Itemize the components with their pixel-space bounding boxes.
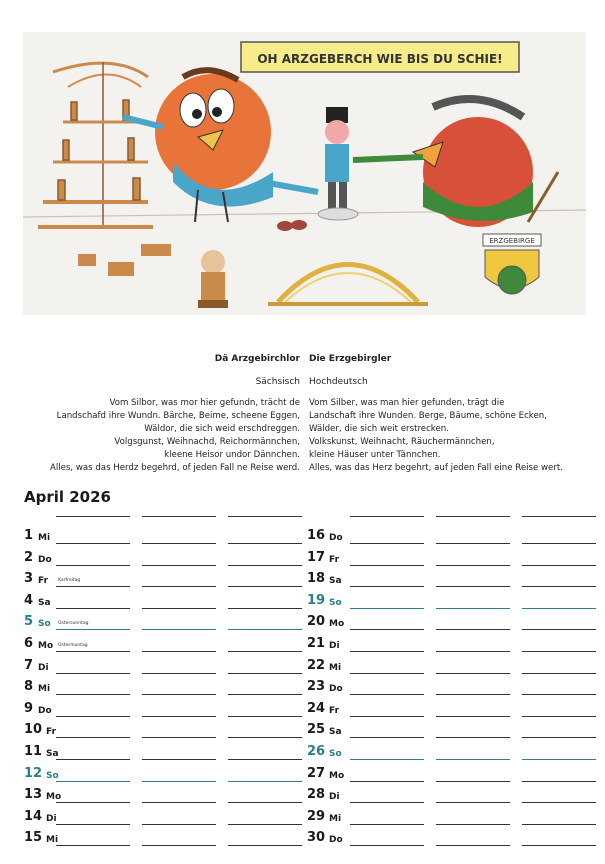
entry-line[interactable] bbox=[228, 694, 302, 695]
weekday-abbr: Mo bbox=[329, 619, 345, 630]
day-number: 19 bbox=[307, 592, 326, 608]
entry-line[interactable] bbox=[522, 629, 596, 630]
entry-line[interactable] bbox=[522, 651, 596, 652]
entry-line[interactable] bbox=[350, 781, 424, 782]
day-row[interactable] bbox=[307, 589, 605, 611]
entry-line[interactable] bbox=[436, 543, 510, 544]
entry-line[interactable] bbox=[56, 586, 130, 587]
entry-line[interactable] bbox=[228, 781, 302, 782]
entry-line[interactable] bbox=[142, 673, 216, 674]
poem-line: Vom Silber, was man hier gefunden, trägt die bbox=[309, 398, 505, 408]
entry-line[interactable] bbox=[142, 694, 216, 695]
entry-line[interactable] bbox=[142, 608, 216, 609]
poem-line: Volgsgunst, Weihnachd, Reichormännchen, bbox=[114, 437, 300, 447]
day-number: 30 bbox=[307, 830, 326, 846]
day-row[interactable] bbox=[24, 524, 324, 546]
day-row[interactable] bbox=[24, 740, 324, 762]
entry-line[interactable] bbox=[56, 651, 130, 652]
holiday-label: Ostersonntag bbox=[58, 621, 89, 627]
poem-text-german bbox=[309, 397, 563, 475]
entry-line[interactable] bbox=[228, 716, 302, 717]
nut bbox=[277, 221, 293, 231]
entry-line[interactable] bbox=[522, 608, 596, 609]
header-line bbox=[436, 516, 510, 517]
day-row[interactable] bbox=[307, 783, 605, 805]
poem-line: Landschafd ihre Wundn. Bärche, Beime, scheene Eggen, bbox=[56, 411, 300, 421]
weekday-abbr: Sa bbox=[38, 597, 51, 608]
crest-label: ERZGEBIRGE bbox=[489, 237, 535, 245]
entry-line[interactable] bbox=[56, 694, 130, 695]
entry-line[interactable] bbox=[522, 543, 596, 544]
entry-line[interactable] bbox=[350, 608, 424, 609]
day-row[interactable] bbox=[307, 697, 605, 719]
entry-line[interactable] bbox=[142, 759, 216, 760]
entry-line[interactable] bbox=[56, 845, 130, 846]
weekday-abbr: Sa bbox=[329, 727, 342, 738]
day-row[interactable] bbox=[307, 826, 605, 848]
weekday-abbr: Di bbox=[329, 792, 340, 803]
weekday-abbr: So bbox=[46, 770, 59, 781]
day-number: 11 bbox=[24, 744, 43, 759]
day-number: 5 bbox=[24, 614, 34, 630]
entry-line[interactable] bbox=[56, 737, 130, 738]
day-row[interactable] bbox=[307, 762, 605, 784]
day-number: 15 bbox=[24, 830, 43, 846]
day-number: 17 bbox=[307, 549, 326, 565]
poem-line: Vom Silbor, was mor hier gefundn, trächt de bbox=[109, 398, 300, 408]
day-row[interactable] bbox=[307, 546, 605, 568]
day-number: 7 bbox=[24, 657, 34, 673]
entry-line[interactable] bbox=[56, 543, 130, 544]
entry-line[interactable] bbox=[436, 737, 510, 738]
entry-line[interactable] bbox=[56, 824, 130, 825]
nut bbox=[291, 220, 307, 230]
day-number: 6 bbox=[24, 636, 34, 651]
entry-line[interactable] bbox=[522, 759, 596, 760]
day-number: 12 bbox=[24, 765, 43, 781]
day-number: 23 bbox=[307, 679, 326, 695]
day-row[interactable] bbox=[24, 546, 324, 568]
day-row[interactable] bbox=[24, 718, 324, 740]
holiday-label: Ostermontag bbox=[58, 643, 88, 648]
poem-line: Wälder, die sich weit erstrecken. bbox=[309, 424, 449, 434]
day-row[interactable] bbox=[24, 762, 324, 784]
entry-line[interactable] bbox=[522, 781, 596, 782]
poem-line: Wäldor, die sich weid erschdreggen. bbox=[144, 424, 300, 434]
poem-line: Landschaft ihre Wunden. Berge, Bäume, schöne Ecken, bbox=[309, 411, 547, 421]
poem-text-saxon bbox=[50, 397, 300, 475]
day-row[interactable] bbox=[24, 632, 324, 654]
weekday-abbr: So bbox=[329, 749, 342, 759]
weekday-abbr: Mi bbox=[329, 813, 342, 824]
entry-line[interactable] bbox=[436, 759, 510, 760]
weekday-abbr: Mi bbox=[329, 662, 342, 673]
entry-line[interactable] bbox=[522, 802, 596, 803]
weekday-abbr: So bbox=[329, 597, 342, 608]
weekday-abbr: Fr bbox=[329, 705, 340, 716]
entry-line[interactable] bbox=[142, 629, 216, 630]
day-row[interactable] bbox=[307, 740, 605, 762]
weekday-abbr: Sa bbox=[329, 576, 342, 587]
entry-line[interactable] bbox=[436, 802, 510, 803]
day-row[interactable] bbox=[307, 675, 605, 697]
entry-line[interactable] bbox=[522, 824, 596, 825]
entry-line[interactable] bbox=[228, 608, 302, 609]
day-number: 27 bbox=[307, 765, 326, 781]
day-row[interactable] bbox=[24, 675, 324, 697]
weekday-abbr: Do bbox=[329, 835, 343, 846]
entry-line[interactable] bbox=[436, 824, 510, 825]
day-row[interactable] bbox=[24, 697, 324, 719]
weekday-abbr: Fr bbox=[329, 554, 340, 565]
day-number: 1 bbox=[24, 528, 34, 543]
entry-line[interactable] bbox=[56, 565, 130, 566]
entry-line[interactable] bbox=[436, 608, 510, 609]
entry-line[interactable] bbox=[56, 802, 130, 803]
entry-line[interactable] bbox=[436, 716, 510, 717]
entry-line[interactable] bbox=[522, 565, 596, 566]
day-row[interactable] bbox=[24, 654, 324, 676]
weekday-abbr: Di bbox=[329, 641, 340, 651]
entry-line[interactable] bbox=[142, 586, 216, 587]
day-number: 26 bbox=[307, 744, 326, 759]
weekday-abbr: Mo bbox=[46, 792, 62, 803]
weekday-abbr: Fr bbox=[46, 727, 57, 738]
weekday-abbr: Di bbox=[46, 813, 57, 824]
poem-line: Volkskunst, Weihnacht, Räuchermännchen, bbox=[309, 437, 495, 447]
weekday-abbr: Mo bbox=[38, 641, 54, 651]
entry-line[interactable] bbox=[56, 716, 130, 717]
day-number: 28 bbox=[307, 787, 326, 803]
holiday-label: Karfreitag bbox=[58, 578, 81, 584]
entry-line[interactable] bbox=[436, 565, 510, 566]
entry-line[interactable] bbox=[522, 673, 596, 674]
entry-line[interactable] bbox=[142, 824, 216, 825]
poem-line: Alles, was das Herdz begehrd, of jeden Fall ne Reise werd. bbox=[49, 463, 300, 473]
weekday-abbr: Mi bbox=[38, 533, 51, 543]
entry-line[interactable] bbox=[350, 737, 424, 738]
entry-line[interactable] bbox=[350, 824, 424, 825]
entry-line[interactable] bbox=[350, 673, 424, 674]
day-row[interactable] bbox=[24, 610, 324, 632]
entry-line[interactable] bbox=[350, 543, 424, 544]
entry-line[interactable] bbox=[522, 694, 596, 695]
poem-title-german: Die Erzgebirgler bbox=[309, 354, 392, 364]
weekday-abbr: Do bbox=[38, 554, 52, 565]
poem-line: kleene Heisor undor Dännchen. bbox=[164, 450, 300, 460]
day-number: 22 bbox=[307, 657, 326, 673]
entry-line[interactable] bbox=[142, 737, 216, 738]
entry-line[interactable] bbox=[436, 781, 510, 782]
day-row[interactable] bbox=[24, 567, 324, 589]
weekday-abbr: Di bbox=[38, 662, 49, 673]
entry-line[interactable] bbox=[522, 716, 596, 717]
day-row[interactable] bbox=[24, 783, 324, 805]
day-number: 13 bbox=[24, 787, 43, 803]
weekday-abbr: Fr bbox=[38, 576, 49, 587]
day-number: 25 bbox=[307, 722, 326, 738]
weekday-abbr: Mo bbox=[329, 770, 345, 781]
day-row[interactable] bbox=[307, 610, 605, 632]
calendar-header-lines bbox=[0, 516, 605, 517]
entry-line[interactable] bbox=[436, 629, 510, 630]
month-title: April 2026 bbox=[24, 488, 111, 506]
day-row[interactable] bbox=[24, 826, 324, 848]
speech-banner bbox=[241, 42, 519, 72]
entry-line[interactable] bbox=[228, 759, 302, 760]
day-number: 20 bbox=[307, 614, 326, 630]
entry-line[interactable] bbox=[522, 737, 596, 738]
weekday-abbr: Do bbox=[329, 533, 343, 543]
day-number: 18 bbox=[307, 571, 326, 587]
entry-line[interactable] bbox=[436, 673, 510, 674]
cartoon-drawing bbox=[23, 32, 586, 315]
cartoon-illustration bbox=[23, 32, 586, 315]
day-number: 8 bbox=[24, 679, 34, 695]
entry-line[interactable] bbox=[350, 716, 424, 717]
entry-line[interactable] bbox=[56, 759, 130, 760]
day-number: 24 bbox=[307, 700, 326, 716]
entry-line[interactable] bbox=[436, 586, 510, 587]
day-number: 9 bbox=[24, 700, 34, 716]
header-line bbox=[142, 516, 216, 517]
poem-line: kleine Häuser unter Tännchen. bbox=[309, 450, 441, 460]
entry-line[interactable] bbox=[142, 781, 216, 782]
weekday-abbr: Do bbox=[329, 684, 343, 695]
entry-line[interactable] bbox=[350, 651, 424, 652]
header-line bbox=[522, 516, 596, 517]
entry-line[interactable] bbox=[228, 737, 302, 738]
weekday-abbr: Sa bbox=[46, 749, 59, 759]
entry-line[interactable] bbox=[228, 565, 302, 566]
day-number: 29 bbox=[307, 808, 326, 824]
day-number: 21 bbox=[307, 636, 326, 651]
day-row[interactable] bbox=[307, 805, 605, 827]
entry-line[interactable] bbox=[142, 802, 216, 803]
entry-line[interactable] bbox=[350, 845, 424, 846]
speech-banner-text: OH ARZGEBERCH WIE BIS DU SCHIE! bbox=[257, 52, 503, 66]
entry-line[interactable] bbox=[228, 543, 302, 544]
day-number: 4 bbox=[24, 592, 34, 608]
header-line bbox=[350, 516, 424, 517]
entry-line[interactable] bbox=[56, 673, 130, 674]
entry-line[interactable] bbox=[350, 565, 424, 566]
entry-line[interactable] bbox=[522, 845, 596, 846]
day-number: 16 bbox=[307, 528, 326, 543]
entry-line[interactable] bbox=[350, 586, 424, 587]
entry-line[interactable] bbox=[142, 716, 216, 717]
entry-line[interactable] bbox=[228, 824, 302, 825]
entry-line[interactable] bbox=[228, 845, 302, 846]
header-line bbox=[228, 516, 302, 517]
entry-line[interactable] bbox=[228, 802, 302, 803]
entry-line[interactable] bbox=[350, 759, 424, 760]
entry-line[interactable] bbox=[228, 651, 302, 652]
entry-line[interactable] bbox=[436, 651, 510, 652]
entry-line[interactable] bbox=[56, 608, 130, 609]
poem-line: Alles, was das Herz begehrt, auf jeden Fall eine Reise wert. bbox=[309, 463, 563, 473]
weekday-abbr: Mi bbox=[38, 684, 51, 695]
entry-line[interactable] bbox=[142, 543, 216, 544]
day-number: 3 bbox=[24, 571, 34, 587]
day-row[interactable] bbox=[307, 567, 605, 589]
header-line bbox=[56, 516, 130, 517]
entry-line[interactable] bbox=[350, 629, 424, 630]
entry-line[interactable] bbox=[56, 781, 130, 782]
entry-line[interactable] bbox=[56, 629, 130, 630]
poem-title-saxon: Dä Arzgebirchlor bbox=[214, 354, 300, 364]
entry-line[interactable] bbox=[350, 694, 424, 695]
entry-line[interactable] bbox=[142, 565, 216, 566]
poem-subtitle-saxon: Sächsisch bbox=[255, 377, 300, 387]
day-number: 2 bbox=[24, 549, 34, 565]
entry-line[interactable] bbox=[228, 629, 302, 630]
poem-subtitle-german: Hochdeutsch bbox=[309, 377, 368, 387]
entry-line[interactable] bbox=[350, 802, 424, 803]
day-row[interactable] bbox=[24, 589, 324, 611]
day-number: 10 bbox=[24, 722, 43, 738]
weekday-abbr: So bbox=[38, 619, 51, 630]
entry-line[interactable] bbox=[436, 845, 510, 846]
entry-line[interactable] bbox=[522, 586, 596, 587]
entry-line[interactable] bbox=[228, 586, 302, 587]
entry-line[interactable] bbox=[142, 651, 216, 652]
day-row[interactable] bbox=[307, 654, 605, 676]
day-row[interactable] bbox=[307, 632, 605, 654]
day-number: 14 bbox=[24, 808, 43, 824]
entry-line[interactable] bbox=[228, 673, 302, 674]
day-row[interactable] bbox=[24, 805, 324, 827]
entry-line[interactable] bbox=[436, 694, 510, 695]
weekday-abbr: Mi bbox=[46, 835, 59, 846]
day-row[interactable] bbox=[307, 718, 605, 740]
weekday-abbr: Do bbox=[38, 705, 52, 716]
entry-line[interactable] bbox=[142, 845, 216, 846]
day-row[interactable] bbox=[307, 524, 605, 546]
